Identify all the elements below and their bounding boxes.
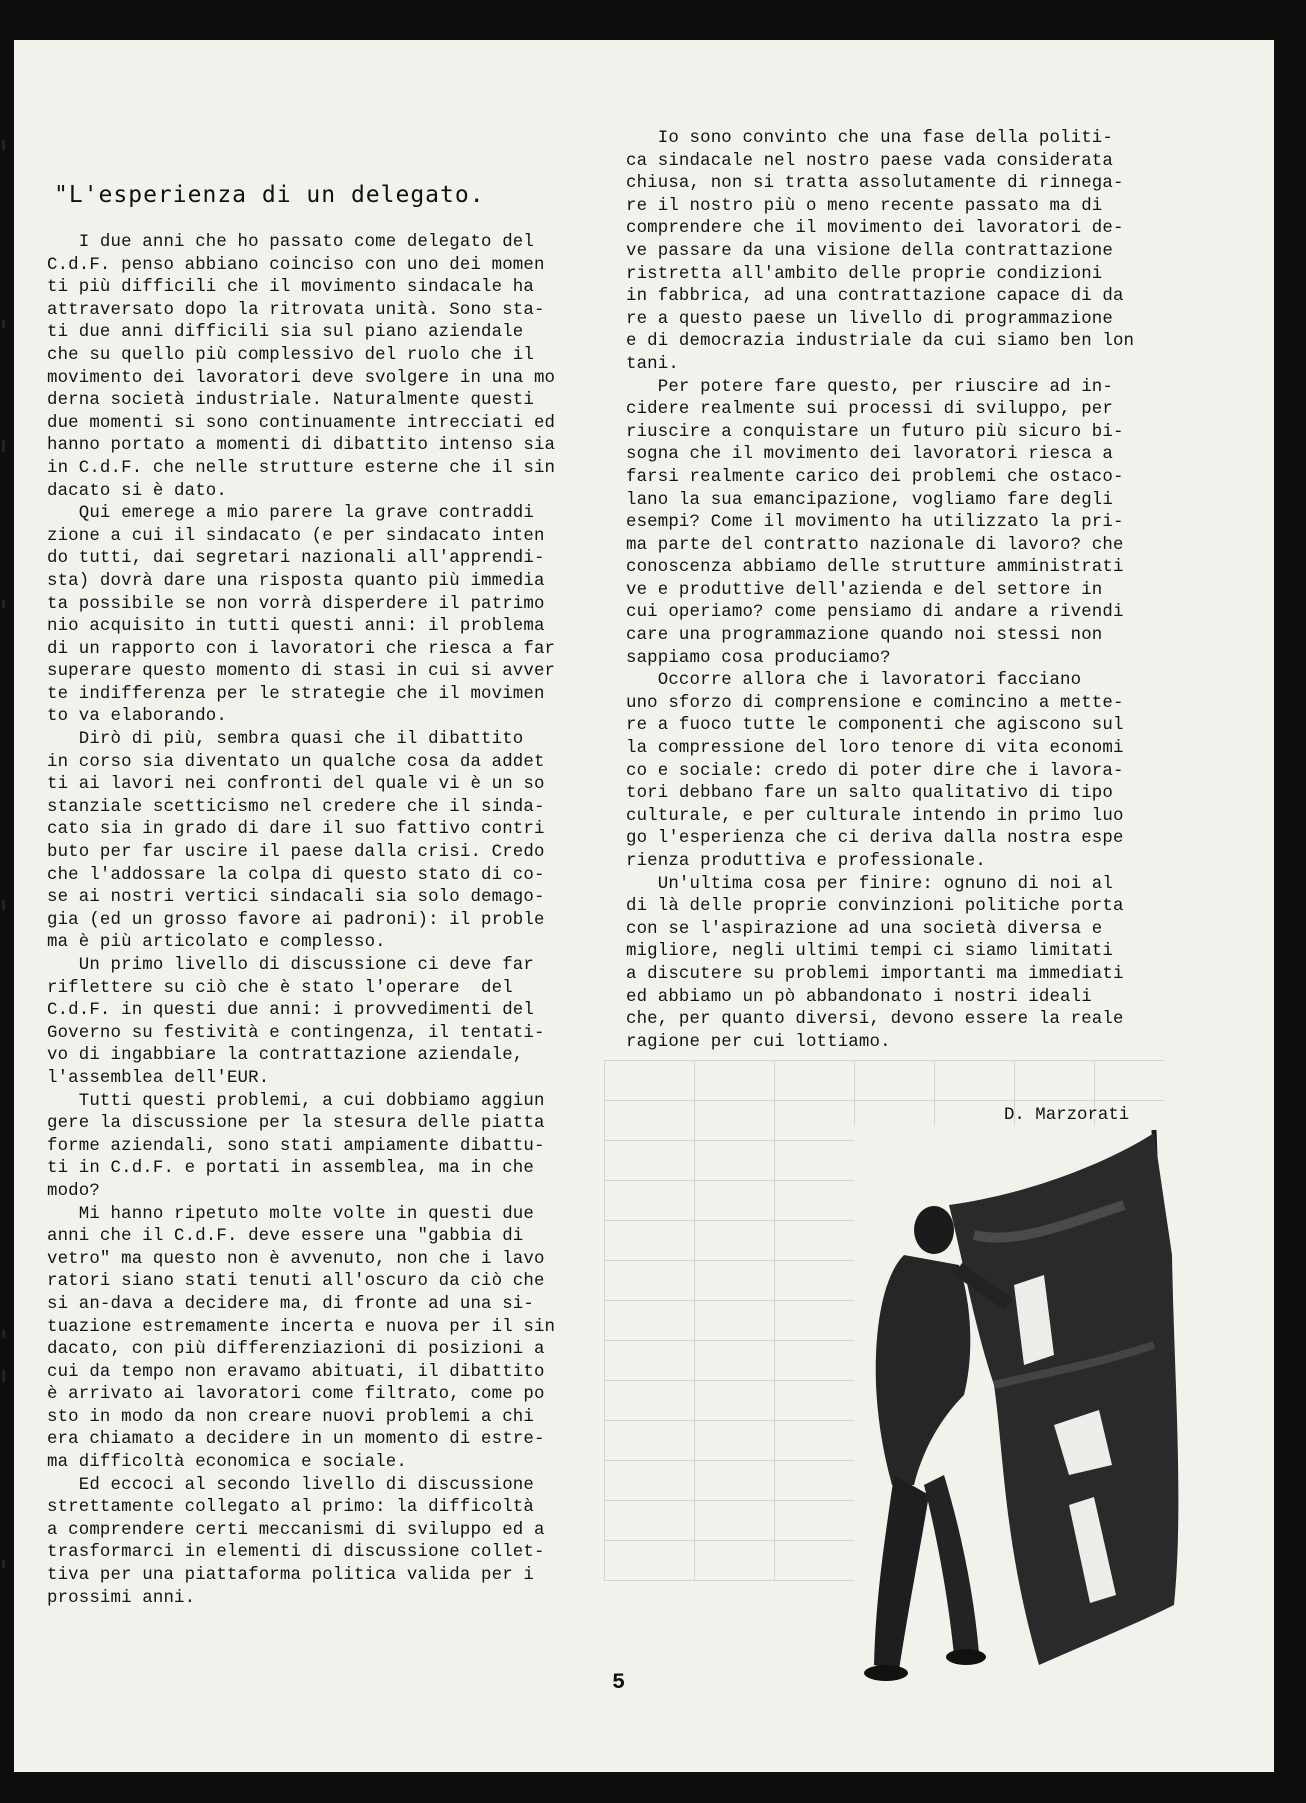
text-line: di là delle proprie convinzioni politiche porta xyxy=(626,897,1124,917)
text-line: zione a cui il sindacato (e per sindacato inten xyxy=(47,526,545,546)
text-line: re a questo paese un livello di programmazione xyxy=(626,309,1113,329)
text-line: l'assemblea dell'EUR. xyxy=(47,1068,270,1088)
text-line: che, per quanto diversi, devono essere la reale xyxy=(626,1010,1124,1030)
text-line: conoscenza abbiamo delle strutture amministrati xyxy=(626,558,1124,578)
text-line: ti ai lavori nei confronti del quale vi è un so xyxy=(47,775,545,795)
right-column xyxy=(626,128,1196,1054)
scan-left-edge xyxy=(0,0,14,1803)
text-line: in fabbrica, ad una contrattazione capace di da xyxy=(626,287,1124,307)
text-line: gere la discussione per la stesura delle piatta xyxy=(47,1114,545,1134)
text-line: tori debbano fare un salto qualitativo di tipo xyxy=(626,784,1113,804)
text-line: culturale, e per culturale intendo in primo luo xyxy=(626,806,1124,826)
text-line: go l'esperienza che ci deriva dalla nostra espe xyxy=(626,829,1124,849)
text-line: e di democrazia industriale da cui siamo ben lon xyxy=(626,332,1135,352)
text-line: forme aziendali, sono stati ampiamente dibattu- xyxy=(47,1136,545,1156)
text-line: nio acquisito in tutti questi anni: il problema xyxy=(47,617,545,637)
text-line: ed abbiamo un pò abbandonato i nostri ideali xyxy=(626,987,1092,1007)
text-line: comprendere che il movimento dei lavoratori de- xyxy=(626,219,1124,239)
article-title: "L'esperienza di un delegato. xyxy=(54,182,485,208)
text-line: è arrivato ai lavoratori come filtrato, come po xyxy=(47,1385,545,1405)
text-line: dacato, con più differenziazioni di posizioni a xyxy=(47,1340,545,1360)
text-line: ristretta all'ambito delle proprie condizioni xyxy=(626,264,1103,284)
text-line: si an-dava a decidere ma, di fronte ad una si- xyxy=(47,1294,534,1314)
flag-bearer-photo xyxy=(854,1125,1184,1705)
text-line: care una programmazione quando noi stessi non xyxy=(626,626,1103,646)
text-line: re a fuoco tutte le componenti che agiscono sul xyxy=(626,716,1124,736)
text-line: ti più difficili che il movimento sindacale ha xyxy=(47,278,534,298)
text-line: prossimi anni. xyxy=(47,1588,196,1608)
text-line: ratori siano stati tenuti all'oscuro da ciò che xyxy=(47,1272,545,1292)
text-line: Occorre allora che i lavoratori facciano xyxy=(626,671,1082,691)
text-line: ma parte del contratto nazionale di lavoro? che xyxy=(626,535,1124,555)
text-line: uno sforzo di comprensione e comincino a mette- xyxy=(626,693,1124,713)
text-line: a discutere su problemi importanti ma immediati xyxy=(626,964,1124,984)
text-line: sogna che il movimento dei lavoratori riesca a xyxy=(626,445,1113,465)
text-line: C.d.F. in questi due anni: i provvedimenti del xyxy=(47,1001,534,1021)
text-line: cato sia in grado di dare il suo fattivo contri xyxy=(47,820,545,840)
text-line: buto per far uscire il paese dalla crisi. Credo xyxy=(47,843,545,863)
text-line: superare questo momento di stasi in cui si avver xyxy=(47,662,556,682)
text-line: migliore, negli ultimi tempi ci siamo limitati xyxy=(626,942,1113,962)
text-line: ragione per cui lottiamo. xyxy=(626,1032,891,1052)
page-number: 5 xyxy=(612,1670,626,1695)
text-line: I due anni che ho passato come delegato del xyxy=(47,233,534,252)
text-line: gia (ed un grosso favore ai padroni): il proble xyxy=(47,910,545,930)
text-line: che l'addossare la colpa di questo stato di co- xyxy=(47,865,545,885)
text-line: farsi realmente carico dei problemi che ostaco- xyxy=(626,467,1124,487)
text-line: hanno portato a momenti di dibattito intenso sia xyxy=(47,436,556,456)
text-line: ca sindacale nel nostro paese vada considerata xyxy=(626,151,1113,171)
text-line: C.d.F. penso abbiano coinciso con uno dei momen xyxy=(47,255,545,275)
text-line: to va elaborando. xyxy=(47,707,227,727)
text-line: due momenti si sono continuamente intrecciati ed xyxy=(47,413,556,433)
text-line: anni che il C.d.F. deve essere una "gabbia di xyxy=(47,1227,524,1247)
text-line: che su quello più complessivo del ruolo che il xyxy=(47,345,534,365)
text-line: ma è più articolato e complesso. xyxy=(47,933,386,953)
text-line: Io sono convinto che una fase della politi- xyxy=(626,129,1113,148)
text-line: in C.d.F. che nelle strutture esterne che il sin xyxy=(47,458,556,478)
text-line: tuazione estremamente incerta e nuova per il sin xyxy=(47,1317,556,1337)
text-line: vo di ingabbiare la contrattazione aziendale, xyxy=(47,1046,524,1066)
text-line: modo? xyxy=(47,1181,100,1201)
text-line: riuscire a conquistare un futuro più sicuro bi- xyxy=(626,422,1124,442)
text-line: ve e produttive dell'azienda e del settore in xyxy=(626,580,1103,600)
text-line: sto in modo da non creare nuovi problemi a chi xyxy=(47,1407,534,1427)
text-line: cui operiamo? come pensiamo di andare a rivendi xyxy=(626,603,1124,623)
text-line: derna società industriale. Naturalmente questi xyxy=(47,391,534,411)
text-line: in corso sia diventato un qualche cosa da addet xyxy=(47,752,545,772)
text-line: cidere realmente sui processi di sviluppo, per xyxy=(626,400,1113,420)
text-line: tani. xyxy=(626,354,679,374)
text-line: attraversato dopo la ritrovata unità. Sono sta- xyxy=(47,300,545,320)
text-line: la compressione del loro tenore di vita economi xyxy=(626,739,1124,759)
text-line: con se l'aspirazione ad una società diversa e xyxy=(626,919,1103,939)
text-line: co e sociale: credo di poter dire che i lavora- xyxy=(626,761,1124,781)
text-line: esempi? Come il movimento ha utilizzato la pri- xyxy=(626,513,1124,533)
text-line: Dirò di più, sembra quasi che il dibattito xyxy=(47,730,524,750)
text-line: riflettere su ciò che è stato l'operare del xyxy=(47,978,513,998)
text-line: a comprendere certi meccanismi di sviluppo ed a xyxy=(47,1520,545,1540)
text-line: trasformarci in elementi di discussione collet- xyxy=(47,1543,545,1563)
text-line: tiva per una piattaforma politica valida per i xyxy=(47,1566,534,1586)
scan-top-border xyxy=(0,0,1306,44)
text-line: Mi hanno ripetuto molte volte in questi due xyxy=(47,1204,534,1224)
text-line: se ai nostri vertici sindacali sia solo demago- xyxy=(47,888,545,908)
text-line: sappiamo cosa produciamo? xyxy=(626,648,891,668)
text-line: sta) dovrà dare una risposta quanto più immedia xyxy=(47,571,545,591)
text-line: Qui emerege a mio parere la grave contraddi xyxy=(47,504,534,524)
text-line: Un'ultima cosa per finire: ognuno di noi al xyxy=(626,874,1113,894)
text-line: ta possibile se non vorrà disperdere il patrimo xyxy=(47,594,545,614)
text-line: ve passare da una visione della contrattazione xyxy=(626,241,1113,261)
left-column xyxy=(47,232,617,1610)
text-line: dacato si è dato. xyxy=(47,481,227,501)
text-line: ti due anni difficili sia sul piano aziendale xyxy=(47,323,524,343)
author-signature: D. Marzorati xyxy=(1004,1106,1130,1125)
text-line: lano la sua emancipazione, vogliamo fare degli xyxy=(626,490,1113,510)
document-page xyxy=(14,40,1274,1772)
text-line: era chiamato a decidere in un momento di estre- xyxy=(47,1430,545,1450)
text-line: cui da tempo non eravamo abituati, il dibattito xyxy=(47,1362,545,1382)
text-line: stanziale scetticismo nel credere che il sinda- xyxy=(47,797,545,817)
text-line: re il nostro più o meno recente passato ma di xyxy=(626,196,1103,216)
text-line: strettamente collegato al primo: la difficoltà xyxy=(47,1498,534,1518)
text-line: vetro" ma questo non è avvenuto, non che i lavo xyxy=(47,1249,545,1269)
text-line: te indifferenza per le strategie che il movimen xyxy=(47,684,545,704)
text-line: ti in C.d.F. e portati in assemblea, ma in che xyxy=(47,1159,534,1179)
text-line: Governo su festività e contingenza, il tentati- xyxy=(47,1023,545,1043)
text-line: ma difficoltà economica e sociale. xyxy=(47,1453,407,1473)
text-line: do tutti, dai segretari nazionali all'apprendi- xyxy=(47,549,545,569)
text-line: movimento dei lavoratori deve svolgere in una mo xyxy=(47,368,556,388)
text-line: di un rapporto con i lavoratori che riesca a far xyxy=(47,639,556,659)
text-line: Ed eccoci al secondo livello di discussione xyxy=(47,1475,534,1495)
text-line: Un primo livello di discussione ci deve far xyxy=(47,956,534,975)
text-line: Tutti questi problemi, a cui dobbiamo aggiun xyxy=(47,1091,545,1111)
text-line: chiusa, non si tratta assolutamente di rinnega- xyxy=(626,174,1124,194)
text-line: rienza produttiva e professionale. xyxy=(626,852,986,871)
text-line: Per potere fare questo, per riuscire ad in- xyxy=(626,377,1113,397)
